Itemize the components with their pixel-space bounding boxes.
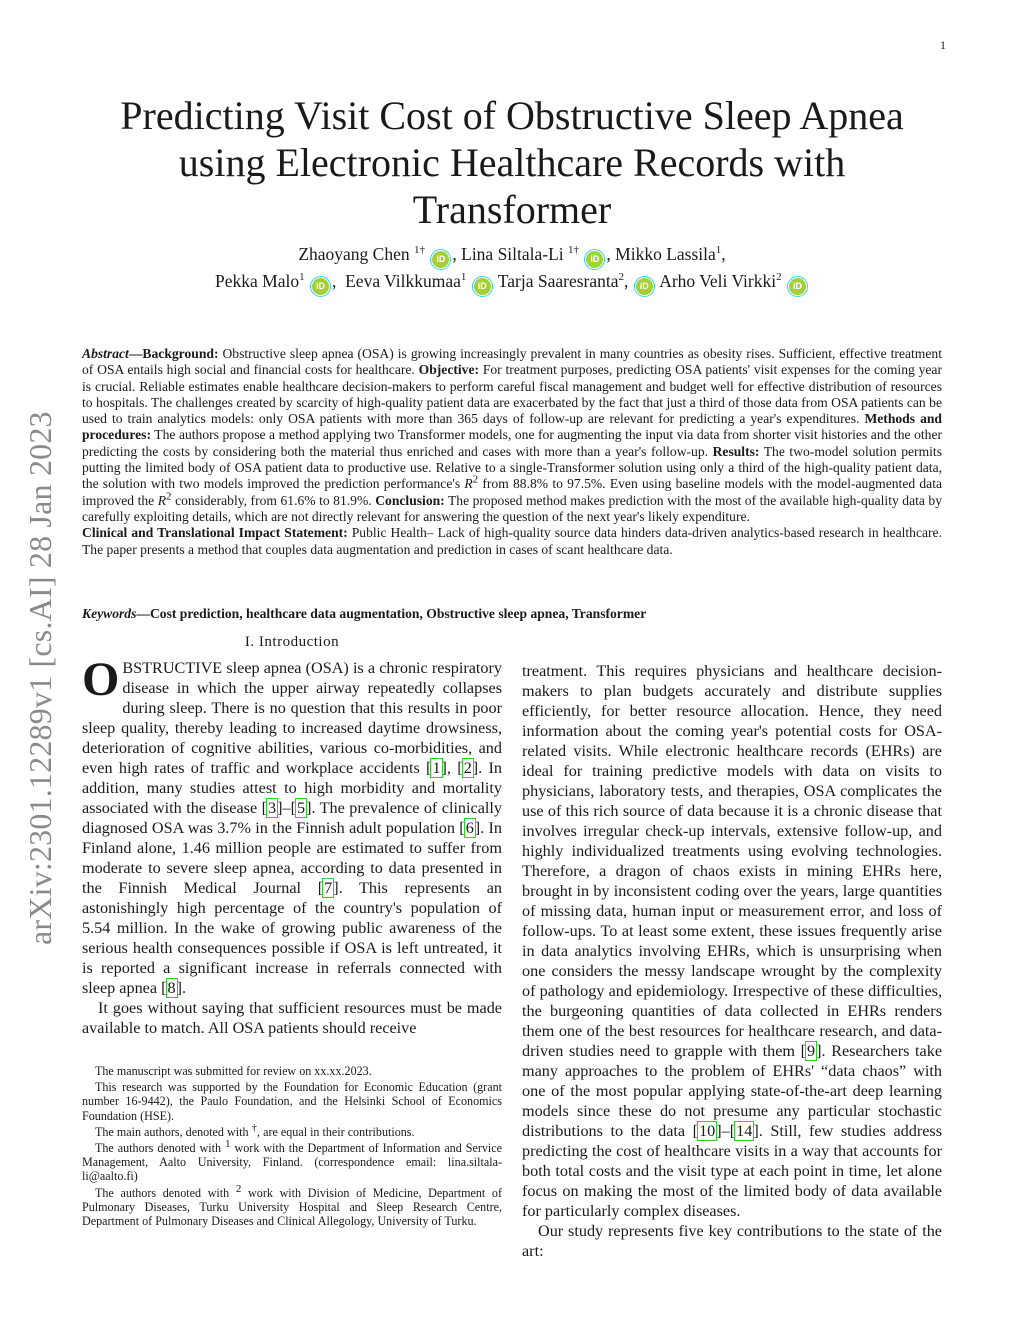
abstract-body: Abstract—Background: Obstructive sleep apnea (OSA) is growing increasingly prevalent in many countries as obesity rises. Sufficient, effective treatment of OSA entails high social and financial costs for healthcare. Objective: For treatment purposes, predicting OSA patients' visit expenses for the coming year is crucial. Reliable estimates enable healthcare decision-makers to perform careful fiscal management and budget well for effective distribution of resources to hospitals. The challenges created by scarcity of high-quality patient data are exacerbated by the fact that just a third of those data from OSA patients can be used to train analytics models: only OSA patients with more than 365 days of follow-up are relevant for predicting a year's expenditures. Methods and procedures: The authors propose a method applying two Transformer models, one for augmenting the input via data from shorter visit histories and the other predicting the costs by considering both the material thus enriched and cases with more than a year's follow-up. Results: The two-model solution permits putting the limited body of OSA patient data to productive use. Relative to a single-Transformer solution using only a third of the high-quality patient data, the solution with two models improved the prediction performance's $R^2$ from 88.8% to 97.5%. Even using baseline models with the model-augmented data improved the $R^2$ considerably, from 61.6% to 81.9%. Conclusion: The proposed method makes prediction with the most of the available high-quality data by carefully exploiting details, which are not directly relevant for answering the question of the next year's likely expenditure. (82, 346, 943, 524)
arxiv-identifier-stamp[interactable]: arXiv:2301.12289v1 [cs.AI] 28 Jan 2023 (22, 411, 58, 945)
author-name: Pekka Malo (215, 271, 300, 291)
footnote: This research was supported by the Foundation for Economic Education (grant number 16-9442), the Paulo Foundation, and the Helsinki School of Economics Foundation (HSE). (82, 1080, 502, 1123)
orcid-icon[interactable]: iD (636, 278, 653, 295)
impact-text: Public Health– Lack of high-quality source data hinders data-driven analytics-based research in healthcare. The paper presents a method that couples data augmentation and prediction in cases of scant healthcare data. (82, 525, 942, 557)
intro-text: Still, few studies address predicting the cost of healthcare visits in a way that accounts for both total costs and the visit type at each point in time, let alone focus on making the most of the limited body of data available for particularly complex diseases. (522, 1122, 942, 1220)
intro-text: The prevalence of clinically diagnosed OSA was 3.7% in the Finnish adult population (82, 799, 502, 837)
author-affiliation: 1† (414, 244, 425, 257)
abstract-conclusion: The proposed method makes prediction with the most of the available high-quality data by carefully exploiting details, which are not directly relevant for answering the question of the next year's likely expenditure. (82, 492, 943, 524)
orcid-icon[interactable]: iD (474, 278, 491, 295)
orcid-icon[interactable]: iD (432, 251, 449, 268)
intro-text: sleep apnea (OSA) is a chronic respiratory disease in which the upper airway repeatedly collapses during sleep. There is no question that this results in poor sleep quality, thereby leading to increased daytime drowsiness, deterioration of cognitive abilities, various co-morbidities, and even high rates of traffic and workplace accidents (82, 659, 503, 777)
author-affiliation: 2 (618, 271, 625, 284)
orcid-icon[interactable]: iD (312, 278, 329, 295)
footnotes (82, 1064, 502, 1230)
drop-cap: O (82, 653, 120, 706)
author-list: Zhaoyang Chen $^{1\dagger}$ iD , Lina Siltala-Li $^{1\dagger}$ iD , Mikko Lassila$^1$, Pekka Malo$^1$ iD , Eeva Vilkkumaa$^1$ iD Tarja Saaresranta$^2$, iD Arho Veli Virkki$^2$ iD (80, 241, 944, 295)
orcid-icon[interactable]: iD (586, 251, 603, 268)
keywords: Keywords—Cost prediction, healthcare data augmentation, Obstructive sleep apnea, Transformer (82, 606, 647, 621)
abstract-objective: For treatment purposes, predicting OSA patients' visit expenses for the coming year is crucial. Reliable estimates enable healthcare decision-makers to perform careful fiscal management and budget well for effective distribution of resources to hospitals. The challenges created by scarcity of high-quality patient data are exacerbated by the fact that just a third of those data from OSA patients can be used to train analytics models: only OSA patients with more than 365 days of follow-up are relevant for predicting a year's expenditures. (82, 362, 942, 427)
author-name: Lina Siltala-Li (461, 244, 564, 264)
r-squared-symbol: R (157, 492, 167, 508)
results-label: Results: (712, 443, 760, 459)
intro-text: Researchers take many approaches to the problem of EHRs' “data chaos” with one of the most popular applying state-of-the-art deep learning models since these do not presume any particular stochastic distributions to the data (522, 1042, 942, 1140)
body-column-left (82, 632, 502, 1038)
intro-paragraph-continued: treatment. This requires physicians and healthcare decision-makers to plan budgets accurately and distribute supplies efficiently, for better resource allocation. Hence, they need information about the coming year's potential costs for OSA-related visits. While electronic healthcare records (EHRs) are ideal for training predictive models with data on visits to physicians, laboratory tests, and therapies, OSA complicates the use of this rich source of data because it is a chronic disease that involves irregular check-up intervals, extensive follow-up, and highly individualized treatments using evolving technologies. Therefore, a dragon of chaos exists in mining EHRs here, brought in by inconsistent coding over the years, large quantities of missing data, human input or measurement error, and loss of follow-ups. To at least some extent, these issues frequently arise in data analytics involving EHRs, which is unsurprising when one considers the messy landscape wrought by the complexity of pathology and epidemiology. Irrespective of these difficulties, the burgeoning quantities of data collected in EHRs renders them one of the best resources for healthcare research, and data-driven studies need to grapple with them [9]. Researchers take many approaches to the problem of EHRs' “data chaos” with one of the most popular applying state-of-the-art deep learning models since these do not presume any particular stochastic distributions to the data [10]–[14]. Still, few studies address predicting the cost of healthcare visits in a way that accounts for both total costs and the visit type at each point in time, let alone focus on making the most of the limited body of data available for particularly complex diseases. (522, 662, 942, 1220)
author-affiliation: 1 (460, 271, 467, 284)
body-column-right (522, 661, 942, 1261)
citation-link[interactable]: 9 (807, 1042, 816, 1060)
intro-paragraph: OBSTRUCTIVE sleep apnea (OSA) is a chronic respiratory disease in which the upper airway repeatedly collapses during sleep. There is no question that this results in poor sleep quality, thereby leading to increased daytime drowsiness, deterioration of cognitive abilities, various co-morbidities, and even high rates of traffic and workplace accidents [1], [2]. In addition, many studies attest to high morbidity and mortality associated with the disease [3]–[5]. The prevalence of clinically diagnosed OSA was 3.7% in the Finnish adult population [6]. In Finland alone, 1.46 million people are estimated to suffer from moderate to severe sleep apnea, according to data presented in the Finnish Medical Journal [7]. This represents an astonishingly high percentage of the country's population of 5.54 million. In the wake of growing public awareness of the serious health consequences possible if OSA is left untreated, it is reported a significant increase in referrals connected with sleep apnea [8]. (82, 653, 503, 997)
author-name: Arho Veli Virkki (659, 271, 777, 291)
intro-text: treatment. This requires physicians and healthcare decision-makers to plan budgets accurately and distribute supplies efficiently, for better resource allocation. Hence, they need information about the coming year's potential costs for OSA-related visits. While electronic healthcare records (EHRs) are ideal for training predictive models with data on visits to physicians, laboratory tests, and therapies, OSA complicates the use of this rich source of data because it is a chronic disease that involves irregular check-up intervals, extensive follow-up, and highly individualized treatments using evolving technologies. Therefore, a dragon of chaos exists in mining EHRs here, brought in by inconsistent coding over the years, large quantities of missing data, human input or measurement error, and loss of follow-ups. To at least some extent, these issues frequently arise in data analytics involving EHRs, which is unsurprising when one considers the messy landscape wrought by the complexity of pathology and epidemiology. Irrespective of these difficulties, the burgeoning quantities of data collected in EHRs renders them one of the best resources for healthcare research, and data-driven studies need to grapple with them (522, 662, 942, 1060)
intro-lead: BSTRUCTIVE (122, 659, 223, 677)
abstract-results: considerably, from 61.6% to 81.9%. (175, 492, 372, 508)
citation-link[interactable]: 1 (432, 759, 441, 777)
paper-title: Predicting Visit Cost of Obstructive Sleep Apnea using Electronic Healthcare Records with Transformer (120, 93, 904, 232)
footnote: The manuscript was submitted for review on xx.xx.2023. (95, 1064, 372, 1078)
author-affiliation: 1 (299, 271, 305, 284)
footnote: The authors denoted with $^1$ work with the Department of Information and Service Management, Aalto University, Finland. (correspondence email: lina.siltala-li@aalto.fi) (82, 1137, 503, 1184)
keywords-label: Keywords (82, 606, 137, 621)
section-heading: I. Introduction (244, 634, 340, 650)
citation-link[interactable]: 8 (167, 979, 176, 997)
author-affiliation: 2 (776, 271, 782, 284)
impact-statement (82, 525, 942, 558)
abstract-methods: The authors propose a method applying two Transformer models, one for augmenting the input via data from shorter visit histories and the other predicting the costs by considering both the material thus enriched and cases with more than a year's follow-up. (82, 427, 943, 459)
footnote: The authors denoted with $^2$ work with Division of Medicine, Department of Pulmonary Diseases, Turku University Hospital and Sleep Research Centre, Department of Pulmonary Diseases and Clinical Allegology, University of Turku. (82, 1182, 502, 1229)
abstract-results: from 88.8% to 97.5%. Even using baseline models with the model-augmented data improved the (82, 476, 943, 508)
objective-label: Objective: (418, 362, 480, 378)
orcid-icon[interactable]: iD (789, 278, 806, 295)
r-squared-symbol: R (464, 476, 473, 492)
author-name: Zhaoyang Chen (298, 244, 410, 264)
citation-link[interactable]: 5 (296, 799, 306, 817)
abstract-results: The two-model solution permits putting the limited body of OSA patient data to productive use. Relative to a single-Transformer solution using only a third of the high-quality patient data, the solution with two models improved the prediction performance's (82, 443, 942, 492)
page-number: 1 (940, 38, 946, 52)
intro-text: In addition, many studies attest to high morbidity and mortality associated with the disease (82, 759, 503, 817)
citation-link[interactable]: 7 (324, 879, 333, 897)
citation-link[interactable]: 14 (736, 1122, 753, 1140)
conclusion-label: Conclusion: (375, 492, 445, 508)
citation-link[interactable]: 10 (699, 1122, 716, 1140)
intro-text: It goes without saying that sufficient resources must be made available to match. All OSA patients should receive (82, 999, 502, 1037)
author-affiliation: 1 (715, 244, 722, 257)
abstract-background: Obstructive sleep apnea (OSA) is growing increasingly prevalent in many countries as obesity rises. Sufficient, effective treatment of OSA entails high social and financial costs for healthcare. (82, 346, 942, 378)
r-squared-exponent: 2 (472, 473, 479, 486)
citation-link[interactable]: 6 (465, 819, 474, 837)
citation-link[interactable]: 3 (268, 799, 277, 817)
citation-link[interactable]: 2 (463, 759, 472, 777)
author-name: Mikko Lassila (615, 244, 716, 264)
methods-label: Methods and procedures: (82, 411, 942, 443)
footnote: The main authors, denoted with †, are equal in their contributions. (95, 1121, 415, 1139)
keywords-text: Cost prediction, healthcare data augmentation, Obstructive sleep apnea, Transformer (149, 606, 647, 621)
intro-paragraph (82, 998, 502, 1038)
author-name: Tarja Saaresranta (497, 271, 619, 291)
intro-text: In Finland alone, 1.46 million people are estimated to suffer from moderate to severe sleep apnea, according to data presented in the Finnish Medical Journal (82, 819, 503, 897)
abstract (82, 346, 942, 558)
intro-text: This represents an astonishingly high percentage of the country's population of 5.54 million. In the wake of growing public awareness of the serious health consequences possible if OSA is left untreated, it is reported a significant increase in referrals connected with sleep apnea (82, 879, 502, 997)
abstract-label: Abstract (82, 346, 129, 361)
author-name: Eeva Vilkkumaa (345, 271, 461, 291)
author-affiliation: 1† (568, 244, 580, 257)
background-label: Background: (142, 346, 219, 361)
intro-paragraph: Our study represents five key contributions to the state of the art: (522, 1222, 942, 1260)
impact-label: Clinical and Translational Impact Statement: (82, 525, 348, 541)
r-squared-exponent: 2 (166, 490, 172, 503)
